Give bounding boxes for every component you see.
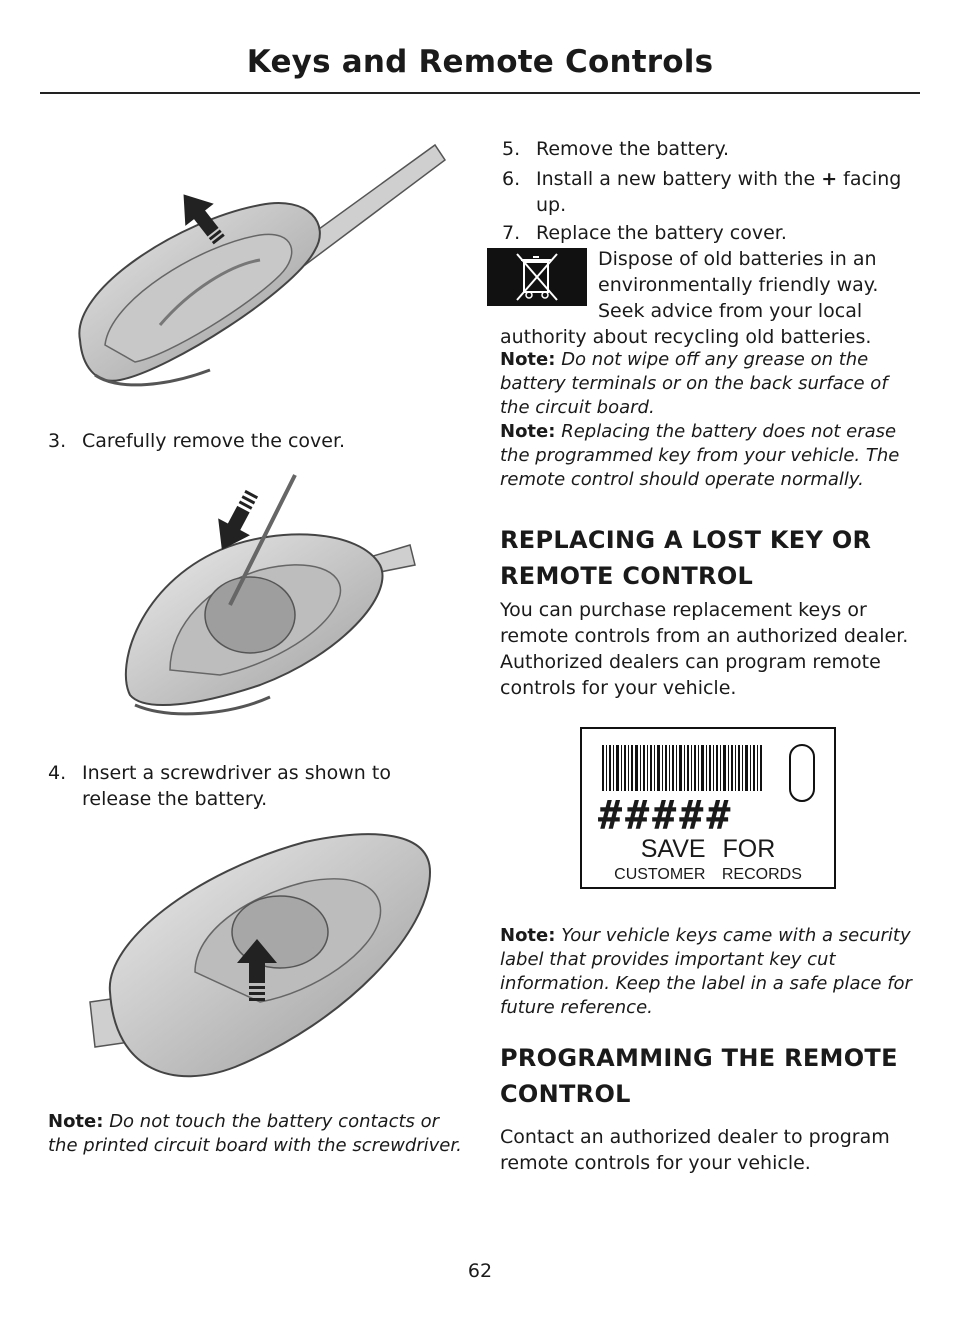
step-text: Remove the battery. xyxy=(536,138,730,160)
step-text-after: facing up. xyxy=(536,168,902,216)
step-number: 4. xyxy=(48,762,67,784)
step-number: 5. xyxy=(502,138,521,160)
section-body-replacing-key: You can purchase replacement keys or remote controls from an authorized dealer. Authorized dealers can program remote controls for your vehicle. xyxy=(500,599,909,699)
heading-line-1: PROGRAMMING THE REMOTE xyxy=(500,1044,898,1072)
step-text-before: Install a new battery with the xyxy=(536,168,822,190)
security-label-line-2: CUSTOMER RECORDS xyxy=(614,866,802,883)
page-number: 62 xyxy=(467,1260,493,1282)
note-programmed-key xyxy=(500,420,918,492)
note-label: Note: xyxy=(500,925,556,946)
key-cut-oval xyxy=(790,745,814,801)
step-number: 7. xyxy=(502,222,521,244)
note-label: Note: xyxy=(48,1111,104,1132)
step-4 xyxy=(48,760,458,812)
security-code: ##### xyxy=(598,793,734,839)
note-security-label xyxy=(500,924,918,1020)
step-3 xyxy=(48,428,458,454)
heading-line-2: CONTROL xyxy=(500,1080,631,1108)
note-text: Do not touch the battery contacts or the printed circuit board with the screwdriver. xyxy=(48,1111,462,1156)
key-cover-illustration xyxy=(60,130,450,400)
section-heading-programming-remote xyxy=(500,1040,920,1112)
header-divider xyxy=(40,92,920,94)
section-body-programming-remote: Contact an authorized dealer to program remote controls for your vehicle. xyxy=(500,1126,890,1174)
dispose-text: Dispose of old batteries in an environmentally friendly way. Seek advice from your local authority about recycling old batteries. xyxy=(500,248,879,348)
step-text: Replace the battery cover. xyxy=(536,222,787,244)
note-grease xyxy=(500,348,918,420)
security-label-line-1: SAVE FOR xyxy=(640,835,776,863)
step-6 xyxy=(502,166,917,218)
screwdriver-illustration xyxy=(100,465,420,720)
note-screwdriver xyxy=(48,1110,468,1158)
heading-line-1: REPLACING A LOST KEY OR xyxy=(500,526,872,554)
page-title: Keys and Remote Controls xyxy=(246,44,714,80)
dispose-batteries-text xyxy=(500,246,918,350)
section-heading-replacing-key xyxy=(500,522,920,594)
note-label: Note: xyxy=(500,349,556,370)
note-text: Do not wipe off any grease on the battery terminals or on the back surface of the circuit board. xyxy=(500,349,888,418)
step-text: Insert a screwdriver as shown to release the battery. xyxy=(82,762,391,810)
heading-line-2: REMOTE CONTROL xyxy=(500,562,754,590)
note-label: Note: xyxy=(500,421,556,442)
note-text: Replacing the battery does not erase the programmed key from your vehicle. The remote control should operate normally. xyxy=(500,421,900,490)
note-text: Your vehicle keys came with a security label that provides important key cut information. Keep the label in a safe place for future reference. xyxy=(500,925,912,1018)
step-text: Carefully remove the cover. xyxy=(82,430,346,452)
step-5 xyxy=(502,136,917,162)
plus-symbol: + xyxy=(821,168,838,190)
step-7 xyxy=(502,220,917,246)
battery-release-illustration xyxy=(85,822,440,1087)
step-number: 3. xyxy=(48,430,67,452)
step-number: 6. xyxy=(502,168,521,190)
